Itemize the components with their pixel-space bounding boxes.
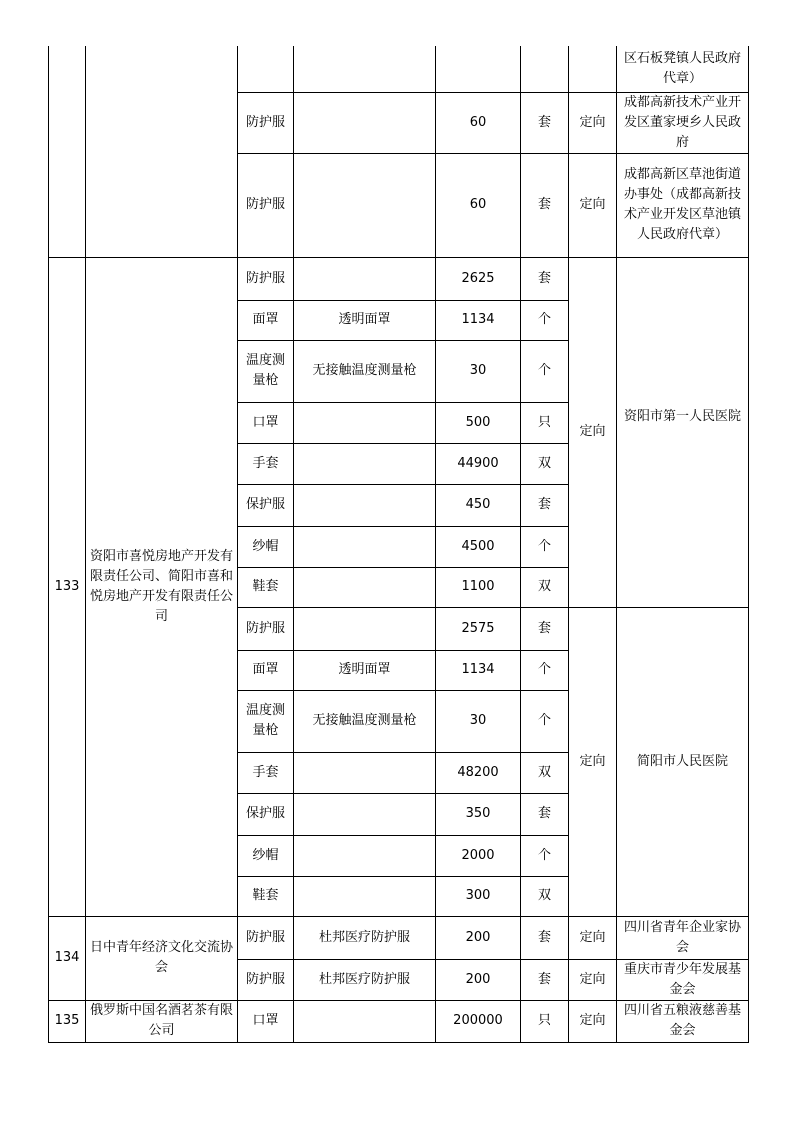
cell-spec	[294, 835, 436, 876]
cell-item: 手套	[238, 443, 294, 484]
cell-unit: 双	[521, 567, 569, 607]
cell-item: 保护服	[238, 793, 294, 835]
cell-item: 面罩	[238, 650, 294, 690]
cell-qty: 350	[436, 793, 521, 835]
cell-qty: 4500	[436, 526, 521, 567]
cell-recipient: 成都高新区草池街道办事处（成都高新技术产业开发区草池镇人民政府代章）	[617, 153, 749, 257]
cell-qty: 500	[436, 402, 521, 443]
cell-qty: 300	[436, 876, 521, 916]
cell-item: 防护服	[238, 959, 294, 1000]
cell-no: 134	[49, 916, 86, 1000]
cell-unit: 个	[521, 835, 569, 876]
cell-spec: 透明面罩	[294, 650, 436, 690]
cell-unit: 套	[521, 92, 569, 153]
cell-spec	[294, 46, 436, 92]
cell-spec	[294, 752, 436, 793]
cell-unit: 只	[521, 402, 569, 443]
cell-spec	[294, 567, 436, 607]
cell-recipient: 四川省青年企业家协会	[617, 916, 749, 959]
cell-mode: 定向	[569, 1000, 617, 1042]
cell-unit: 套	[521, 916, 569, 959]
cell-spec	[294, 484, 436, 526]
cell-mode: 定向	[569, 959, 617, 1000]
cell-spec	[294, 443, 436, 484]
cell-qty: 200	[436, 959, 521, 1000]
cell-item: 温度测量枪	[238, 690, 294, 752]
cell-no: 133	[49, 257, 86, 916]
cell-unit: 套	[521, 959, 569, 1000]
cell-recipient: 重庆市青少年发展基金会	[617, 959, 749, 1000]
table-row	[49, 257, 749, 300]
cell-donor	[86, 46, 238, 257]
table-row	[49, 46, 749, 92]
cell-spec	[294, 1000, 436, 1042]
cell-item: 防护服	[238, 916, 294, 959]
cell-qty: 2625	[436, 257, 521, 300]
cell-qty: 30	[436, 690, 521, 752]
cell-mode: 定向	[569, 916, 617, 959]
cell-item: 保护服	[238, 484, 294, 526]
cell-unit: 双	[521, 752, 569, 793]
cell-unit: 套	[521, 153, 569, 257]
cell-unit: 个	[521, 340, 569, 402]
cell-qty: 30	[436, 340, 521, 402]
cell-no: 135	[49, 1000, 86, 1042]
cell-item	[238, 46, 294, 92]
cell-recipient: 简阳市人民医院	[617, 607, 749, 916]
cell-item: 纱帽	[238, 835, 294, 876]
cell-spec: 透明面罩	[294, 300, 436, 340]
cell-qty: 2575	[436, 607, 521, 650]
cell-unit: 套	[521, 607, 569, 650]
cell-unit	[521, 46, 569, 92]
cell-spec	[294, 793, 436, 835]
cell-spec: 杜邦医疗防护服	[294, 916, 436, 959]
cell-qty: 60	[436, 92, 521, 153]
cell-recipient: 资阳市第一人民医院	[617, 257, 749, 607]
cell-item: 口罩	[238, 1000, 294, 1042]
cell-item: 温度测量枪	[238, 340, 294, 402]
cell-donor: 资阳市喜悦房地产开发有限责任公司、简阳市喜和悦房地产开发有限责任公司	[86, 257, 238, 916]
cell-item: 防护服	[238, 92, 294, 153]
cell-unit: 套	[521, 257, 569, 300]
cell-donor: 日中青年经济文化交流协会	[86, 916, 238, 1000]
cell-spec	[294, 526, 436, 567]
cell-spec: 无接触温度测量枪	[294, 340, 436, 402]
cell-mode: 定向	[569, 153, 617, 257]
cell-item: 手套	[238, 752, 294, 793]
cell-donor: 俄罗斯中国名酒茗茶有限公司	[86, 1000, 238, 1042]
cell-item: 鞋套	[238, 876, 294, 916]
cell-no	[49, 46, 86, 257]
cell-item: 口罩	[238, 402, 294, 443]
cell-mode: 定向	[569, 257, 617, 607]
cell-mode: 定向	[569, 607, 617, 916]
cell-spec	[294, 876, 436, 916]
cell-spec	[294, 402, 436, 443]
cell-unit: 只	[521, 1000, 569, 1042]
table-row	[49, 1000, 749, 1042]
cell-qty: 44900	[436, 443, 521, 484]
cell-spec	[294, 153, 436, 257]
cell-mode	[569, 46, 617, 92]
cell-unit: 双	[521, 443, 569, 484]
cell-qty: 60	[436, 153, 521, 257]
cell-unit: 套	[521, 793, 569, 835]
cell-spec	[294, 607, 436, 650]
cell-unit: 套	[521, 484, 569, 526]
cell-item: 防护服	[238, 153, 294, 257]
cell-spec: 杜邦医疗防护服	[294, 959, 436, 1000]
cell-qty: 1134	[436, 300, 521, 340]
donation-table	[48, 46, 749, 1043]
cell-mode: 定向	[569, 92, 617, 153]
cell-unit: 双	[521, 876, 569, 916]
cell-item: 鞋套	[238, 567, 294, 607]
cell-qty	[436, 46, 521, 92]
cell-qty: 1134	[436, 650, 521, 690]
cell-qty: 1100	[436, 567, 521, 607]
cell-unit: 个	[521, 300, 569, 340]
cell-qty: 450	[436, 484, 521, 526]
cell-spec	[294, 257, 436, 300]
cell-unit: 个	[521, 690, 569, 752]
cell-recipient: 四川省五粮液慈善基金会	[617, 1000, 749, 1042]
cell-qty: 2000	[436, 835, 521, 876]
cell-unit: 个	[521, 526, 569, 567]
cell-spec	[294, 92, 436, 153]
table-row	[49, 916, 749, 959]
cell-qty: 200	[436, 916, 521, 959]
cell-unit: 个	[521, 650, 569, 690]
cell-qty: 48200	[436, 752, 521, 793]
cell-recipient: 区石板凳镇人民政府代章）	[617, 46, 749, 92]
cell-item: 纱帽	[238, 526, 294, 567]
cell-item: 防护服	[238, 257, 294, 300]
cell-spec: 无接触温度测量枪	[294, 690, 436, 752]
cell-item: 防护服	[238, 607, 294, 650]
cell-recipient: 成都高新技术产业开发区董家埂乡人民政府	[617, 92, 749, 153]
cell-qty: 200000	[436, 1000, 521, 1042]
cell-item: 面罩	[238, 300, 294, 340]
